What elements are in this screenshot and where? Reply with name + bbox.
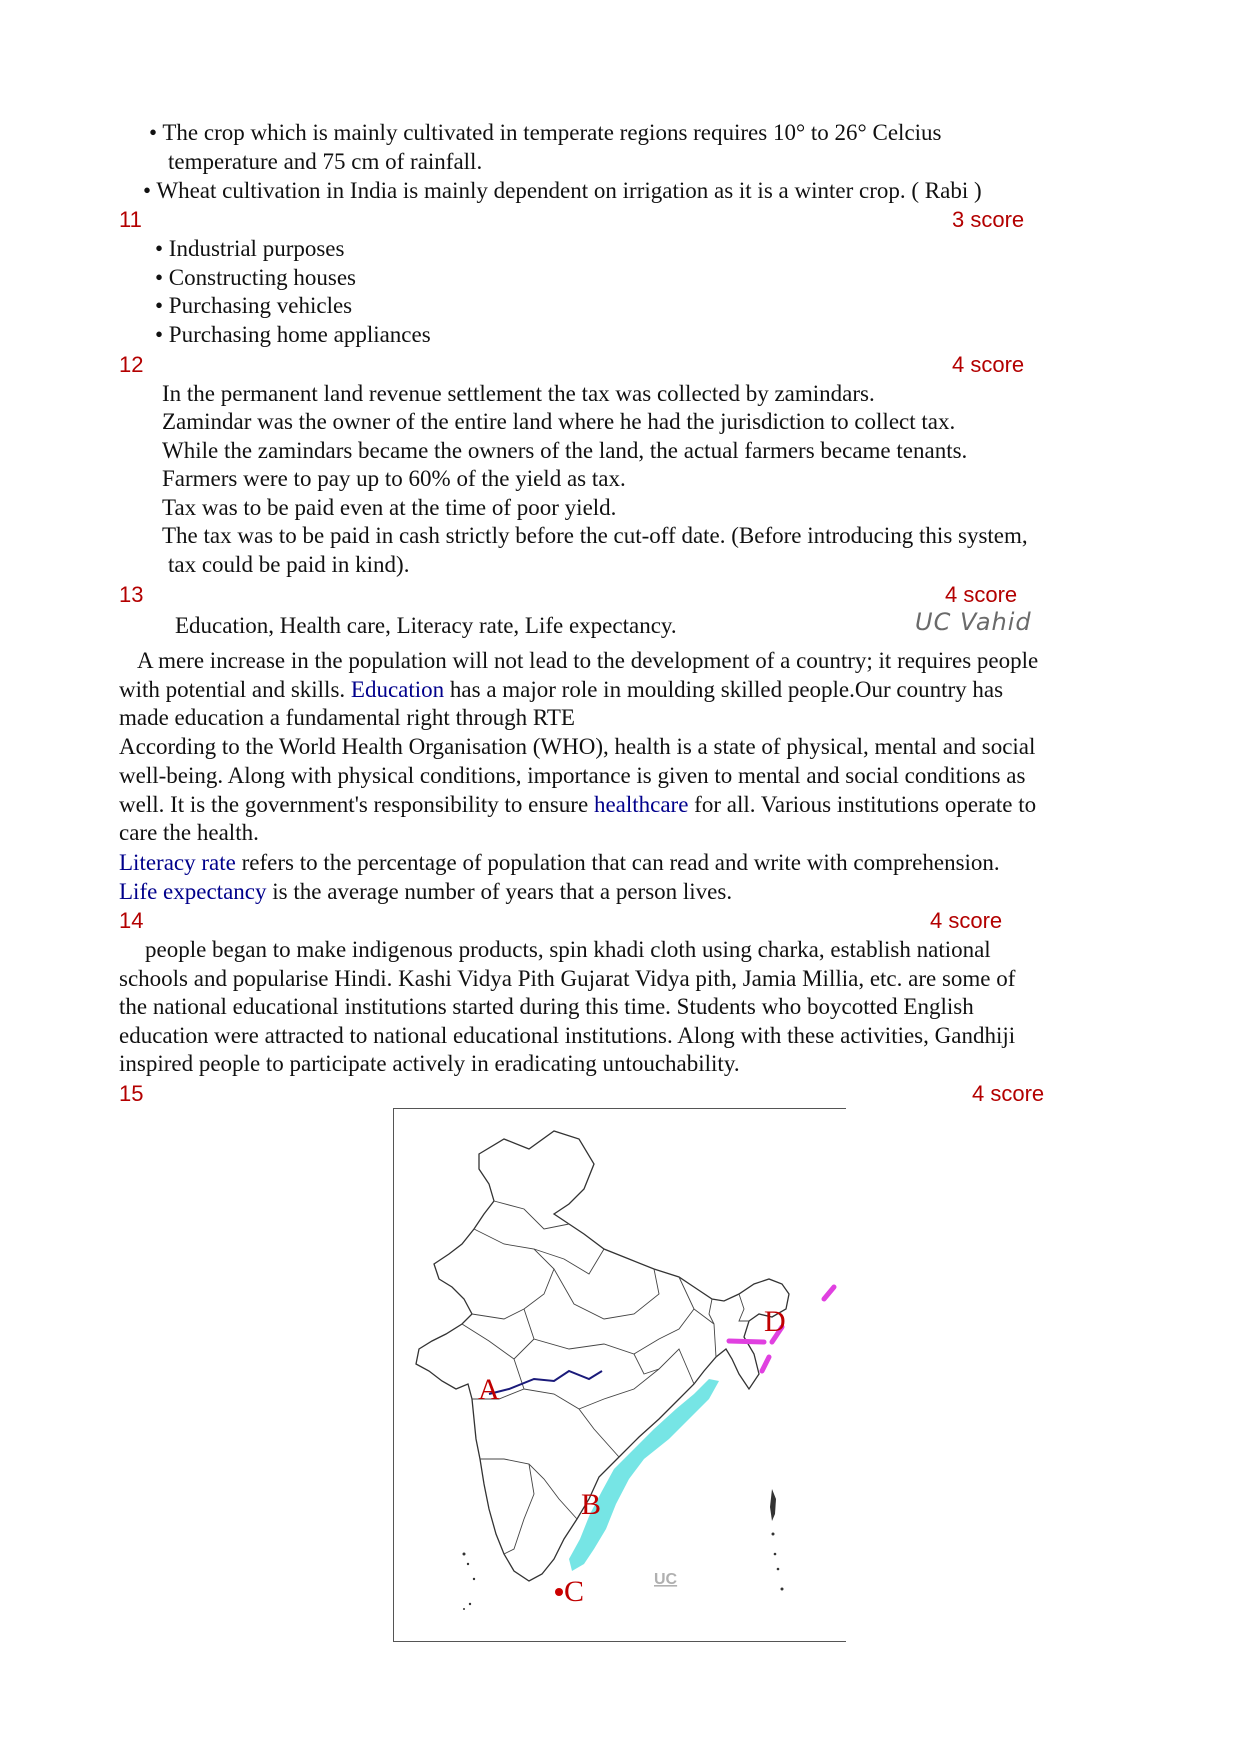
watermark: UC — [654, 1571, 678, 1588]
q11-item-3: • Purchasing vehicles — [155, 293, 353, 318]
question-number-11: 11 — [119, 207, 142, 232]
q14-line-5: inspired people to participate actively in eradicating untouchability. — [119, 1051, 740, 1076]
text-run: is the average number of years that a person lives. — [266, 879, 733, 904]
q10-point-1: • The crop which is mainly cultivated in temperate regions requires 10° to 26° Celcius — [149, 120, 942, 145]
keyword-education: Education — [350, 677, 445, 702]
q14-line-4: education were attracted to national educational institutions. Along with these activities, Gandhiji — [119, 1023, 1016, 1048]
map-label-a: A — [478, 1373, 500, 1406]
question-number-12: 12 — [119, 352, 144, 377]
score-15: 4 score — [972, 1081, 1045, 1106]
q12-line-3: While the zamindars became the owners of the land, the actual farmers became tenants. — [162, 438, 968, 463]
q14-line-1: people began to make indigenous products, spin khadi cloth using charka, establish national — [145, 937, 991, 962]
score-11: 3 score — [952, 207, 1025, 232]
q13-p2-line-4: care the health. — [119, 820, 259, 845]
q11-item-1: • Industrial purposes — [155, 236, 345, 261]
q13-p4 — [119, 878, 732, 906]
islands — [463, 1489, 784, 1610]
keyword-life-expectancy: Life expectancy — [119, 879, 267, 904]
score-13: 4 score — [945, 582, 1018, 607]
keyword-healthcare: healthcare — [593, 792, 689, 817]
keyword-literacy-rate: Literacy rate — [119, 850, 236, 875]
question-number-13: 13 — [119, 582, 144, 607]
map-label-c: C — [564, 1575, 585, 1608]
map-label-b: B — [581, 1488, 602, 1521]
map-label-d: D — [764, 1305, 786, 1338]
text-run: with potential and skills. — [119, 677, 351, 702]
q12-line-7: tax could be paid in kind). — [168, 552, 410, 577]
q14-line-2: schools and popularise Hindi. Kashi Vidya Pith Gujarat Vidya pith, Jamia Millia, etc. are some of — [119, 966, 1016, 991]
india-map — [394, 1109, 846, 1641]
score-12: 4 score — [952, 352, 1025, 377]
q10-point-1-cont: temperature and 75 cm of rainfall. — [168, 149, 483, 174]
point-c-marker — [555, 1588, 563, 1596]
q13-heading: Education, Health care, Literacy rate, Life expectancy. — [175, 613, 677, 638]
text-run: for all. Various institutions operate to — [688, 792, 1037, 817]
q12-line-1: In the permanent land revenue settlement the tax was collected by zamindars. — [162, 381, 875, 406]
question-number-14: 14 — [119, 908, 144, 933]
q10-point-2: • Wheat cultivation in India is mainly dependent on irrigation as it is a winter crop. ( Rabi ) — [143, 178, 982, 203]
text-run: well. It is the government's responsibility to ensure — [119, 792, 594, 817]
q11-item-2: • Constructing houses — [155, 265, 356, 290]
author-signature: UC Vahid — [915, 608, 1032, 636]
q12-line-5: Tax was to be paid even at the time of poor yield. — [162, 495, 617, 520]
q14-line-3: the national educational institutions started during this time. Students who boycotted English — [119, 994, 974, 1019]
q13-p1-line-3: made education a fundamental right through RTE — [119, 705, 575, 730]
q12-line-2: Zamindar was the owner of the entire land where he had the jurisdiction to collect tax. — [162, 409, 956, 434]
text-run: refers to the percentage of population that can read and write with comprehension. — [235, 850, 1000, 875]
india-map-frame — [393, 1108, 846, 1642]
river-a — [489, 1371, 602, 1394]
q12-line-4: Farmers were to pay up to 60% of the yield as tax. — [162, 466, 626, 491]
question-number-15: 15 — [119, 1081, 144, 1106]
q13-p2-line-2: well-being. Along with physical conditions, importance is given to mental and social conditions as — [119, 763, 1026, 788]
q11-item-4: • Purchasing home appliances — [155, 322, 431, 347]
score-14: 4 score — [930, 908, 1003, 933]
eastern-coastal-plain — [569, 1379, 719, 1571]
q13-p2-line-3 — [119, 791, 1036, 819]
q13-p1-line-2 — [119, 676, 1003, 704]
q13-p1-line-1: A mere increase in the population will not lead to the development of a country; it requires people — [137, 648, 1039, 673]
q13-p3 — [119, 849, 1000, 877]
q12-line-6: The tax was to be paid in cash strictly before the cut-off date. (Before introducing this system, — [162, 523, 1028, 548]
text-run: has a major role in moulding skilled people.Our country has — [444, 677, 1004, 702]
q13-p2-line-1: According to the World Health Organisation (WHO), health is a state of physical, mental and social — [119, 734, 1036, 759]
